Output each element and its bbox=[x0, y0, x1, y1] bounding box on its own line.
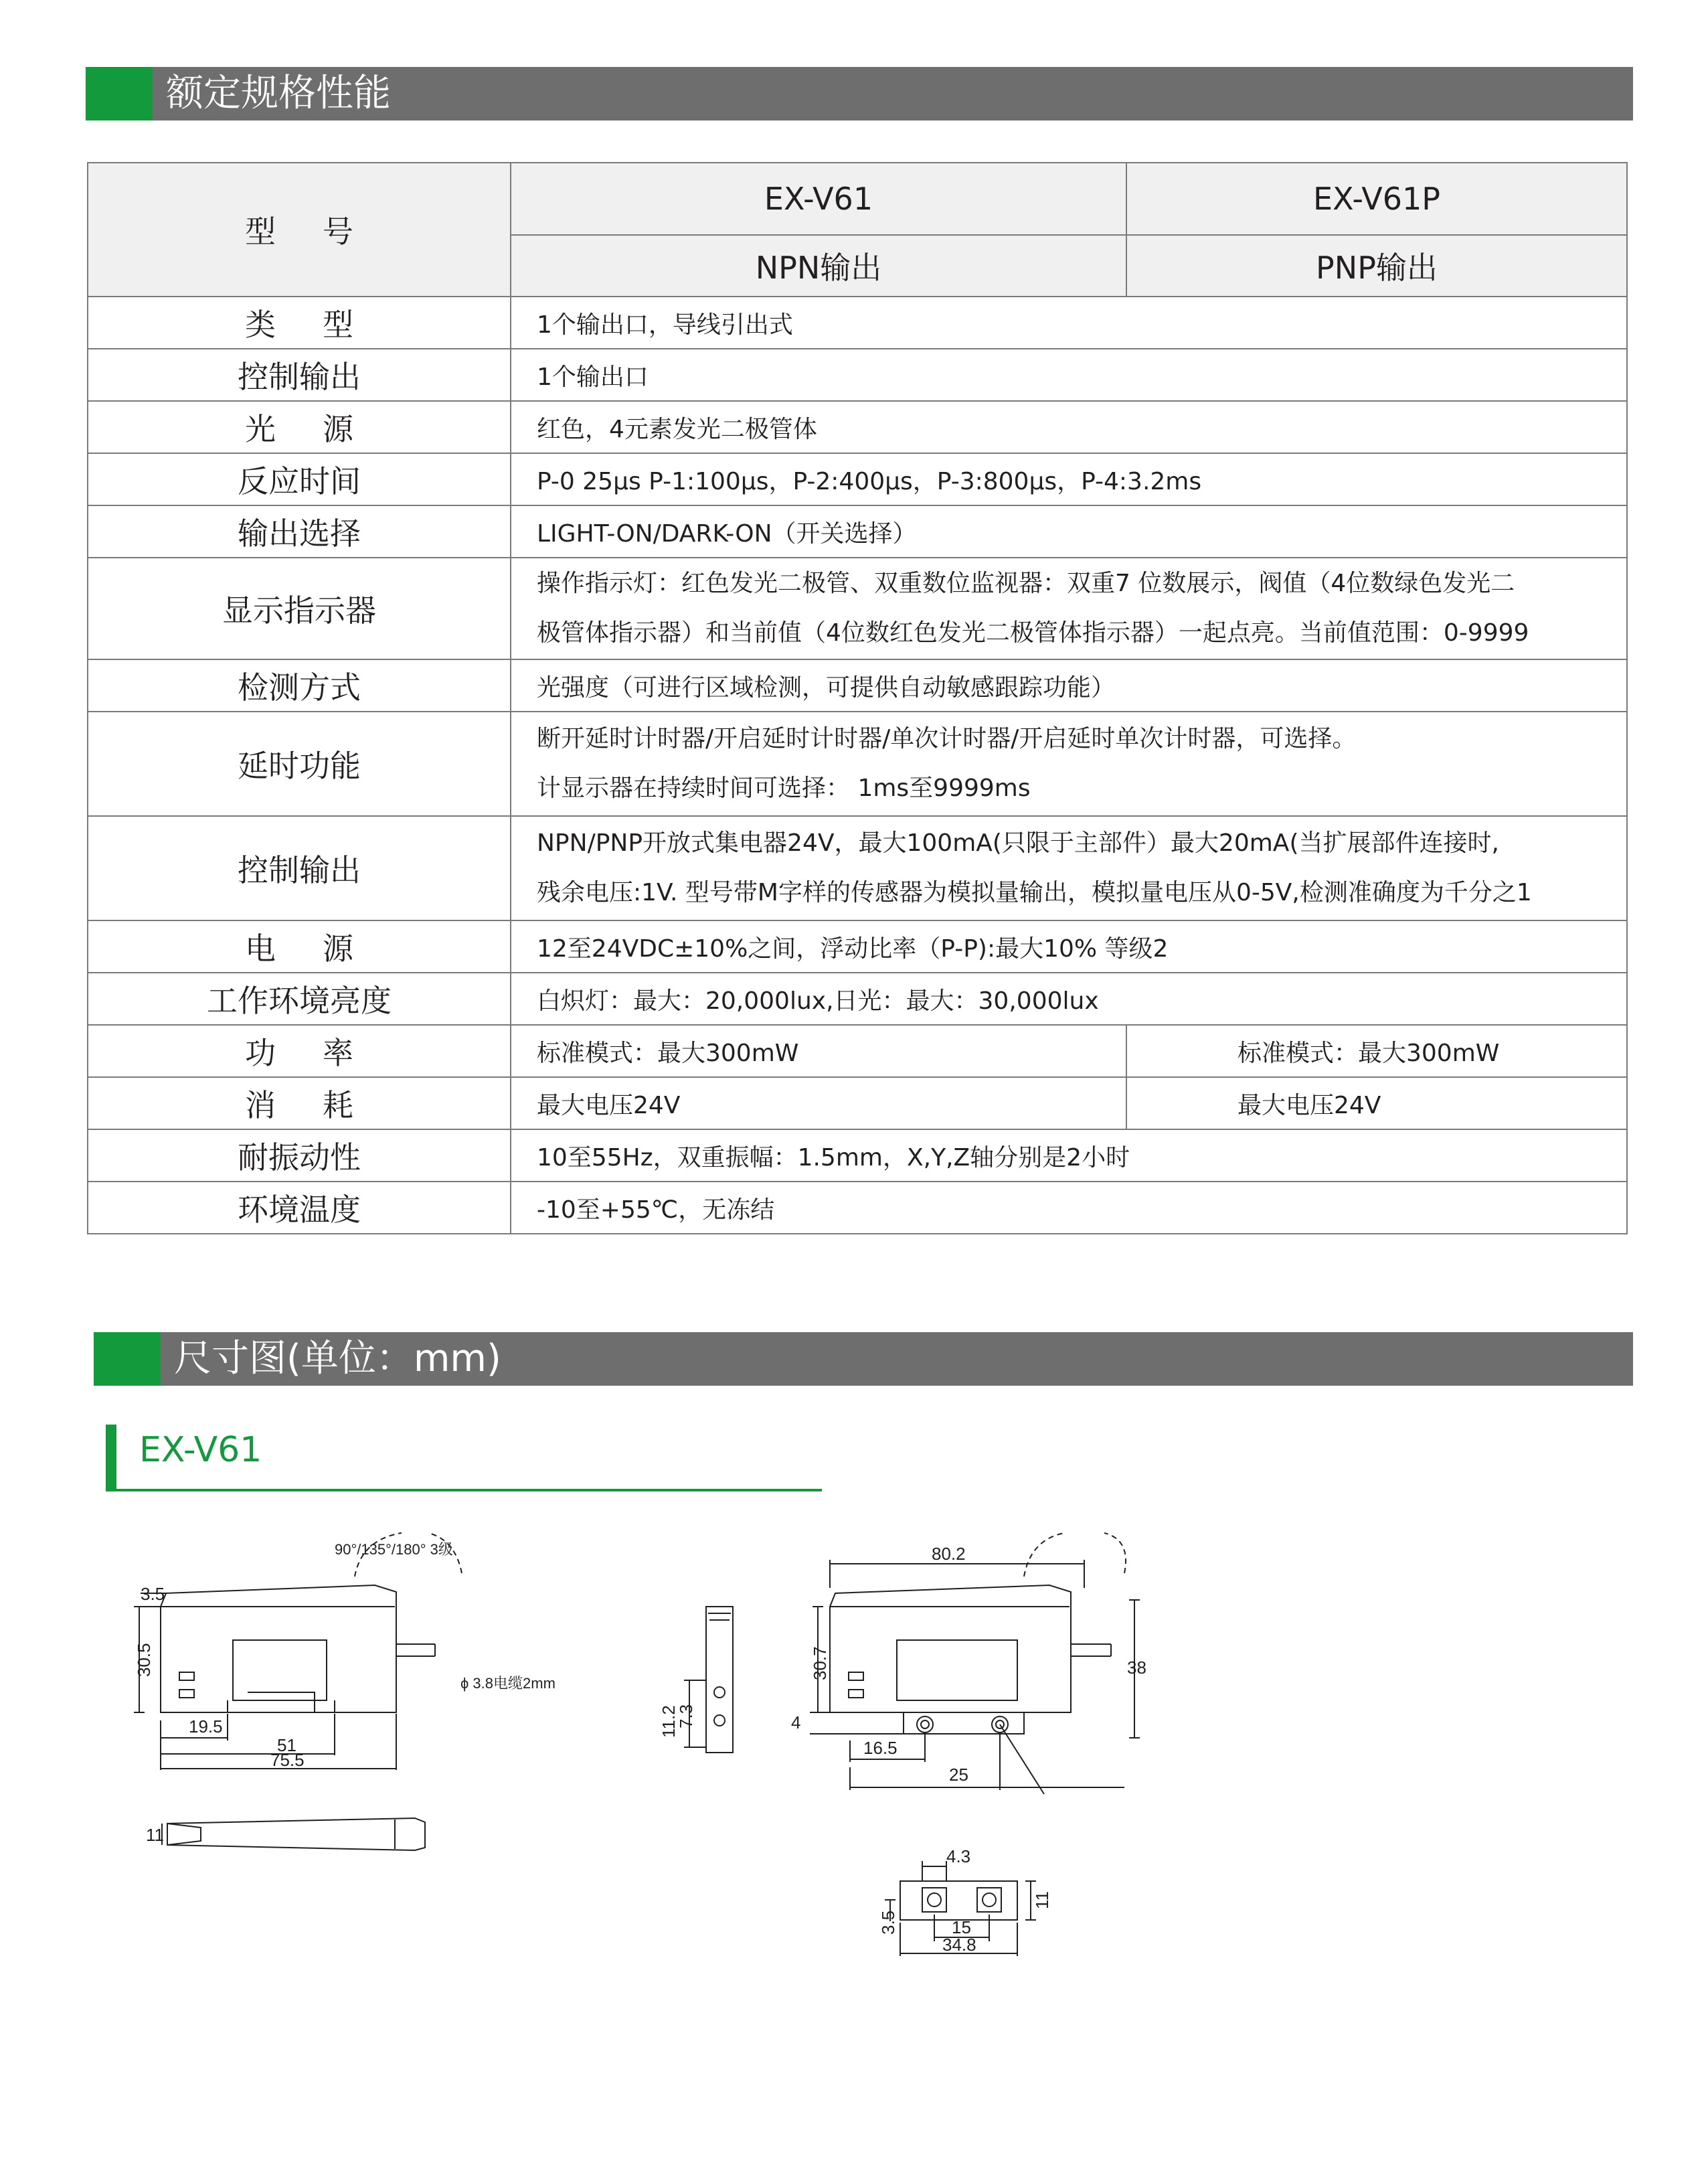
section-accent bbox=[86, 67, 153, 120]
row-value: 白炽灯：最大：20,000lux,日光：最大：30,000lux bbox=[511, 973, 1627, 1025]
row-value: P-0 25μs P-1:100μs，P-2:400μs，P-3:800μs，P-4:3.2ms bbox=[511, 453, 1627, 505]
row-value: 红色，4元素发光二极管体 bbox=[511, 401, 1627, 453]
row-value: 10至55Hz，双重振幅：1.5mm，X,Y,Z轴分别是2小时 bbox=[511, 1129, 1627, 1182]
model-b: EX-V61P bbox=[1126, 163, 1627, 235]
dim-label: 80.2 bbox=[932, 1544, 966, 1564]
dim-label: 51 bbox=[277, 1735, 296, 1755]
dim-label: 34.8 bbox=[942, 1935, 976, 1955]
row-value-b: 标准模式：最大300mW bbox=[1126, 1025, 1627, 1077]
row-value: -10至+55℃，无冻结 bbox=[511, 1182, 1627, 1234]
cable-note: ϕ 3.8电缆2mm bbox=[460, 1675, 556, 1692]
row-label: 电 源 bbox=[88, 920, 511, 973]
row-value-line: 断开延时计时器/开启延时计时器/单次计时器/开启延时单次计时器，可选择。 bbox=[537, 725, 1357, 752]
dim-label: 3.5 bbox=[141, 1584, 165, 1604]
dim-label: 25 bbox=[949, 1765, 968, 1785]
dim-label: 75.5 bbox=[270, 1750, 305, 1770]
dim-label: 11 bbox=[146, 1825, 164, 1845]
row-value-multiline bbox=[511, 712, 1627, 816]
dim-label: 11.2 bbox=[659, 1705, 679, 1738]
row-value-a: 标准模式：最大300mW bbox=[511, 1025, 1126, 1077]
subsection-title: EX-V61 bbox=[139, 1430, 262, 1470]
sensor-window bbox=[233, 1640, 327, 1700]
row-value: 1个输出口，导线引出式 bbox=[511, 297, 1627, 349]
dim-label: 16.5 bbox=[863, 1738, 898, 1758]
output-a: NPN输出 bbox=[511, 235, 1126, 297]
row-value-line: 极管体指示器）和当前值（4位数红色发光二极管体指示器）一起点亮。当前值范围：0-9999 bbox=[537, 619, 1529, 647]
row-label: 控制输出 bbox=[88, 349, 511, 401]
dim-label: 3.5 bbox=[878, 1910, 898, 1935]
row-label: 检测方式 bbox=[88, 659, 511, 712]
row-label: 工作环境亮度 bbox=[88, 973, 511, 1025]
dim-label: 30.5 bbox=[134, 1643, 154, 1677]
subsection-header bbox=[106, 1425, 822, 1491]
row-value-line: 计显示器在持续时间可选择： 1ms至9999ms bbox=[537, 775, 1031, 802]
row-value-b: 最大电压24V bbox=[1126, 1077, 1627, 1129]
row-label: 控制输出 bbox=[88, 816, 511, 920]
row-label: 反应时间 bbox=[88, 453, 511, 505]
section-header-specs bbox=[86, 67, 1633, 120]
row-label: 延时功能 bbox=[88, 712, 511, 816]
row-label: 耐振动性 bbox=[88, 1129, 511, 1182]
sensor-body-outline-right bbox=[830, 1585, 1071, 1712]
row-label: 输出选择 bbox=[88, 505, 511, 558]
row-label: 环境温度 bbox=[88, 1182, 511, 1234]
dimension-drawing bbox=[0, 1513, 1708, 1955]
sensor-body-outline bbox=[161, 1585, 396, 1712]
row-value-line: 操作指示灯：红色发光二极管、双重数位监视器：双重7 位数展示，阀值（4位数绿色发光二 bbox=[537, 570, 1515, 597]
model-label-cell bbox=[88, 163, 511, 297]
row-value: 光强度（可进行区域检测，可提供自动敏感跟踪功能） bbox=[511, 659, 1627, 712]
model-a: EX-V61 bbox=[511, 163, 1126, 235]
dim-label: 19.5 bbox=[189, 1716, 223, 1736]
dim-label: 38 bbox=[1127, 1658, 1146, 1678]
section-title: 尺寸图(单位：mm) bbox=[174, 1337, 501, 1380]
row-value: 12至24VDC±10%之间，浮动比率（P-P):最大10% 等级2 bbox=[511, 920, 1627, 973]
section-title: 额定规格性能 bbox=[166, 72, 391, 115]
row-label: 消 耗 bbox=[88, 1077, 511, 1129]
spec-table bbox=[87, 162, 1628, 1234]
row-value-a: 最大电压24V bbox=[511, 1077, 1126, 1129]
dim-label: 11 bbox=[1032, 1891, 1052, 1909]
dim-label: 7.3 bbox=[676, 1704, 696, 1728]
section-header-dimensions bbox=[94, 1332, 1633, 1386]
dim-label: 15 bbox=[952, 1917, 971, 1937]
side-view bbox=[167, 1818, 425, 1850]
angle-note: 90°/135°/180° 3级 bbox=[335, 1541, 453, 1558]
bracket-view bbox=[900, 1881, 1017, 1920]
row-value-multiline bbox=[511, 816, 1627, 920]
row-label: 功 率 bbox=[88, 1025, 511, 1077]
row-value: 1个输出口 bbox=[511, 349, 1627, 401]
cable bbox=[396, 1644, 435, 1656]
output-b: PNP输出 bbox=[1126, 235, 1627, 297]
section-accent bbox=[94, 1332, 161, 1386]
dim-label: 4.3 bbox=[946, 1846, 971, 1866]
row-value: LIGHT-ON/DARK-ON（开关选择） bbox=[511, 505, 1627, 558]
dim-label: 30.7 bbox=[810, 1646, 830, 1680]
row-label: 显示指示器 bbox=[88, 558, 511, 659]
mount-clip bbox=[248, 1692, 315, 1712]
row-value-line: 残余电压:1V. 型号带M字样的传感器为模拟量输出，模拟量电压从0-5V,检测准确度为千分之1 bbox=[537, 879, 1532, 906]
dim-label: 4 bbox=[791, 1712, 801, 1732]
subsection-accent bbox=[106, 1425, 116, 1489]
row-value-line: NPN/PNP开放式集电器24V，最大100mA(只限于主部件）最大20mA(当扩展部件连接时, bbox=[537, 829, 1499, 857]
row-value-multiline bbox=[511, 558, 1627, 659]
end-view bbox=[706, 1607, 733, 1753]
model-label: 型 号 bbox=[245, 214, 353, 250]
row-label: 光 源 bbox=[88, 401, 511, 453]
row-label: 类 型 bbox=[88, 297, 511, 349]
